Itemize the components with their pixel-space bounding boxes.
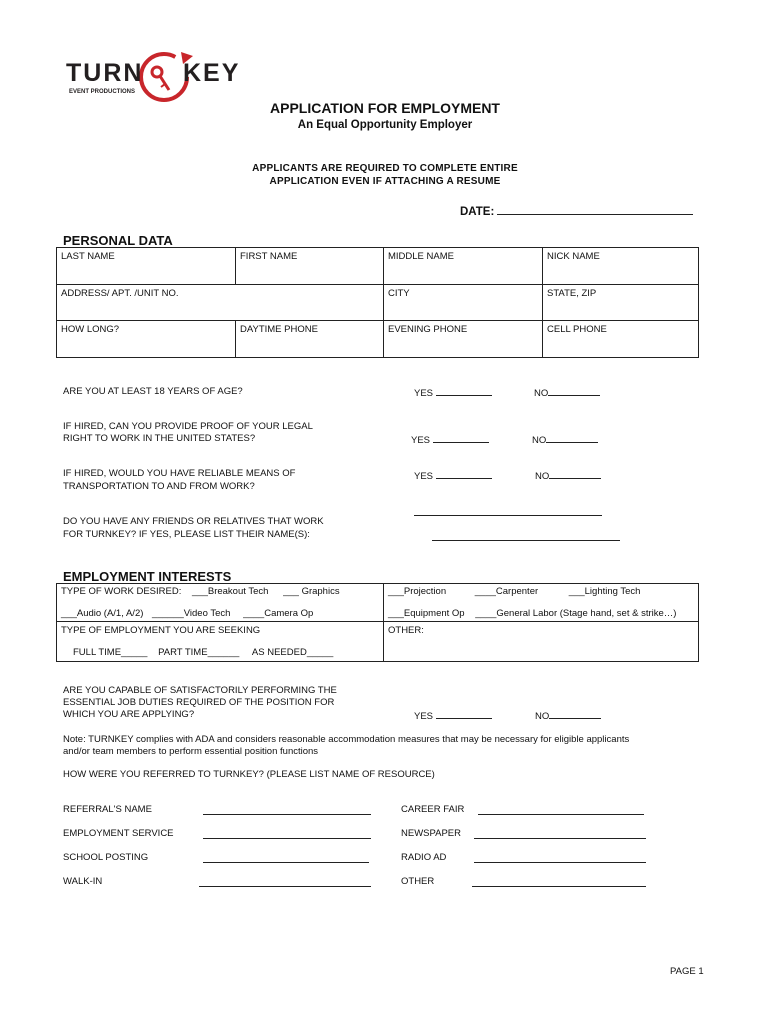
logo-text-right: KEY [183,59,241,87]
work-types-right [384,584,699,622]
q-transport-yes[interactable]: YES [414,469,492,482]
referral-question: HOW WERE YOU REFERRED TO TURNKEY? (PLEASE LIST NAME OF RESOURCE) [63,769,435,780]
employment-service-line[interactable] [203,829,371,839]
other-field[interactable]: OTHER: [384,622,699,662]
career-fair-label: CAREER FAIR [401,804,465,815]
q-relatives-line-2: FOR TURNKEY? IF YES, PLEASE LIST THEIR NAME(S): [63,529,310,540]
q-age-label: ARE YOU AT LEAST 18 YEARS OF AGE? [63,386,243,397]
q-legal-line-2: RIGHT TO WORK IN THE UNITED STATES? [63,433,256,444]
q-transport-line-1: IF HIRED, WOULD YOU HAVE RELIABLE MEANS OF [63,468,296,479]
opt-as-needed[interactable]: AS NEEDED_____ [251,647,334,658]
middle-name-field[interactable]: MIDDLE NAME [384,248,543,285]
q-transport-line-2: TRANSPORTATION TO AND FROM WORK? [63,481,255,492]
school-posting-label: SCHOOL POSTING [63,852,149,863]
page-title: APPLICATION FOR EMPLOYMENT [270,100,500,116]
walk-in-line[interactable] [199,877,371,887]
employment-table [56,583,699,662]
nick-name-field[interactable]: NICK NAME [543,248,699,285]
requirement-line-1: APPLICANTS ARE REQUIRED TO COMPLETE ENTIRE [252,163,518,174]
opt-breakout-tech[interactable]: ___Breakout Tech [192,586,269,597]
personal-data-table [56,247,699,358]
other-referral-label: OTHER [401,876,435,887]
date-input-line[interactable] [497,205,693,215]
newspaper-line[interactable] [474,829,646,839]
capability-no[interactable]: NO [535,709,601,722]
referrals-name-label: REFERRAL'S NAME [63,804,152,815]
capability-line-3: WHICH YOU ARE APPLYING? [63,709,195,720]
state-zip-field[interactable]: STATE, ZIP [543,285,699,321]
employment-interests-heading: EMPLOYMENT INTERESTS [63,569,232,584]
page-number: PAGE 1 [670,966,704,977]
daytime-phone-field[interactable]: DAYTIME PHONE [236,321,384,358]
relatives-line-1[interactable] [414,506,602,516]
career-fair-line[interactable] [478,805,644,815]
personal-data-heading: PERSONAL DATA [63,233,173,248]
opt-projection[interactable]: ___Projection [388,586,447,597]
capability-line-1: ARE YOU CAPABLE OF SATISFACTORILY PERFORMING THE [63,685,337,696]
logo-tagline: EVENT PRODUCTIONS [69,89,136,95]
opt-general-labor[interactable]: ____General Labor (Stage hand, set & strike…) [475,608,677,619]
how-long-field[interactable]: HOW LONG? [57,321,236,358]
evening-phone-field[interactable]: EVENING PHONE [384,321,543,358]
q-legal-yes[interactable]: YES [411,433,489,446]
opt-graphics[interactable]: ___ Graphics [283,586,340,597]
q-relatives-line-1: DO YOU HAVE ANY FRIENDS OR RELATIVES THAT WORK [63,516,324,527]
requirement-line-2: APPLICATION EVEN IF ATTACHING A RESUME [269,176,501,187]
opt-camera-op[interactable]: ____Camera Op [243,608,314,619]
ada-note-line-1: Note: TURNKEY complies with ADA and considers reasonable accommodation measures that may be necessary for eligible applicants [63,734,630,745]
school-posting-line[interactable] [203,853,369,863]
capability-line-2: ESSENTIAL JOB DUTIES REQUIRED OF THE POSITION FOR [63,697,335,708]
relatives-line-2[interactable] [432,531,620,541]
employment-type-cell [57,622,384,662]
opt-video-tech[interactable]: ______Video Tech [152,608,231,619]
type-desired-label: TYPE OF WORK DESIRED: [61,586,182,597]
page-subtitle: An Equal Opportunity Employer [297,119,473,131]
cell-phone-field[interactable]: CELL PHONE [543,321,699,358]
walk-in-label: WALK-IN [63,876,103,887]
ada-note-line-2: and/or team members to perform essential position functions [63,746,319,757]
opt-lighting-tech[interactable]: ___Lighting Tech [568,586,641,597]
q-transport-no[interactable]: NO [535,469,601,482]
address-field[interactable]: ADDRESS/ APT. /UNIT NO. [57,285,384,321]
type-seeking-label: TYPE OF EMPLOYMENT YOU ARE SEEKING [61,625,261,636]
date-field[interactable] [460,205,693,218]
date-label: DATE: [460,206,495,218]
q-age-no[interactable]: NO [534,386,600,399]
city-field[interactable]: CITY [384,285,543,321]
capability-yes[interactable]: YES [414,709,492,722]
employment-service-label: EMPLOYMENT SERVICE [63,828,174,839]
other-referral-line[interactable] [472,877,646,887]
opt-part-time[interactable]: PART TIME______ [158,647,240,658]
last-name-field[interactable]: LAST NAME [57,248,236,285]
newspaper-label: NEWSPAPER [401,828,462,839]
q-legal-line-1: IF HIRED, CAN YOU PROVIDE PROOF OF YOUR LEGAL [63,421,313,432]
radio-ad-label: RADIO AD [401,852,447,863]
work-types-left [57,584,384,622]
q-age-yes[interactable]: YES [414,386,492,399]
opt-equipment-op[interactable]: ___Equipment Op [388,608,465,619]
opt-carpenter[interactable]: ____Carpenter [474,586,539,597]
first-name-field[interactable]: FIRST NAME [236,248,384,285]
company-logo [66,48,246,106]
logo-text-left: TURN [66,59,144,87]
radio-ad-line[interactable] [474,853,646,863]
opt-audio[interactable]: ___Audio (A/1, A/2) [61,608,144,619]
referrals-name-line[interactable] [203,805,371,815]
q-legal-no[interactable]: NO [532,433,598,446]
opt-full-time[interactable]: FULL TIME_____ [73,647,148,658]
